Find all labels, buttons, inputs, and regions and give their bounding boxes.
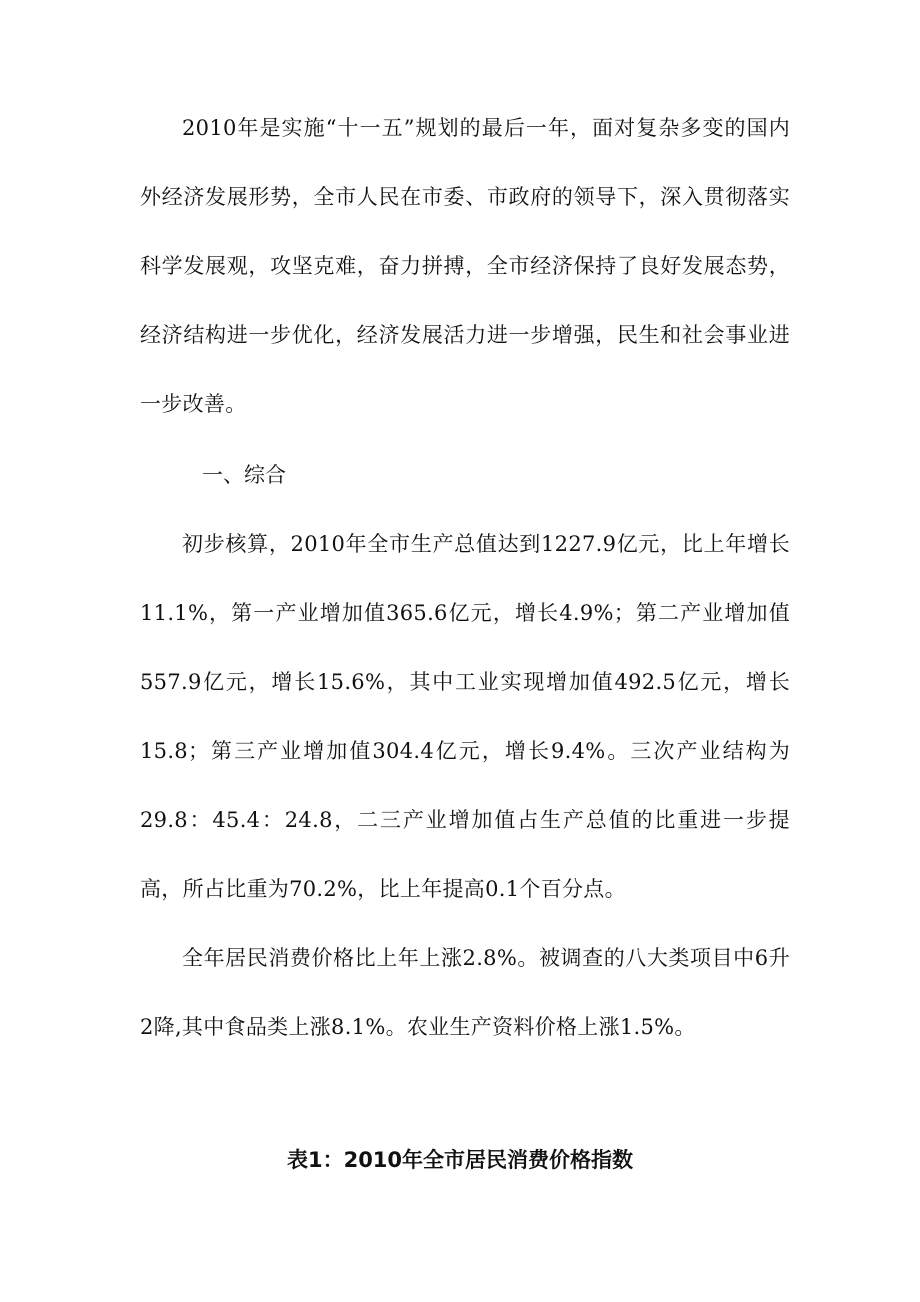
section-heading: 一、综合 xyxy=(202,463,286,487)
cpi-paragraph: 全年居民消费价格比上年上涨2.8%。被调查的八大类项目中6升2降,其中食品类上涨8.1%。农业生产资料价格上涨1.5%。 xyxy=(140,946,790,1039)
intro-paragraph: 2010年是实施“十一五”规划的最后一年，面对复杂多变的国内外经济发展形势，全市人民在市委、市政府的领导下，深入贯彻落实科学发展观，攻坚克难，奋力拼搏，全市经济保持了良好发展态势，经济结构进一步优化，经济发展活力进一步增强，民生和社会事业进一步改善。 xyxy=(140,116,790,416)
table-title: 表1：2010年全市居民消费价格指数 xyxy=(286,1148,634,1172)
gdp-paragraph: 初步核算，2010年全市生产总值达到1227.9亿元，比上年增长11.1%，第一产业增加值365.6亿元，增长4.9%；第二产业增加值557.9亿元，增长15.6%，其中工业实现增加值492.5亿元，增长15.8；第三产业增加值304.4亿元，增长9.4%。三次产业结构为29.8：45.4：24.8，二三产业增加值占生产总值的比重进一步提高，所占比重为70.2%，比上年提高0.1个百分点。 xyxy=(140,532,790,901)
